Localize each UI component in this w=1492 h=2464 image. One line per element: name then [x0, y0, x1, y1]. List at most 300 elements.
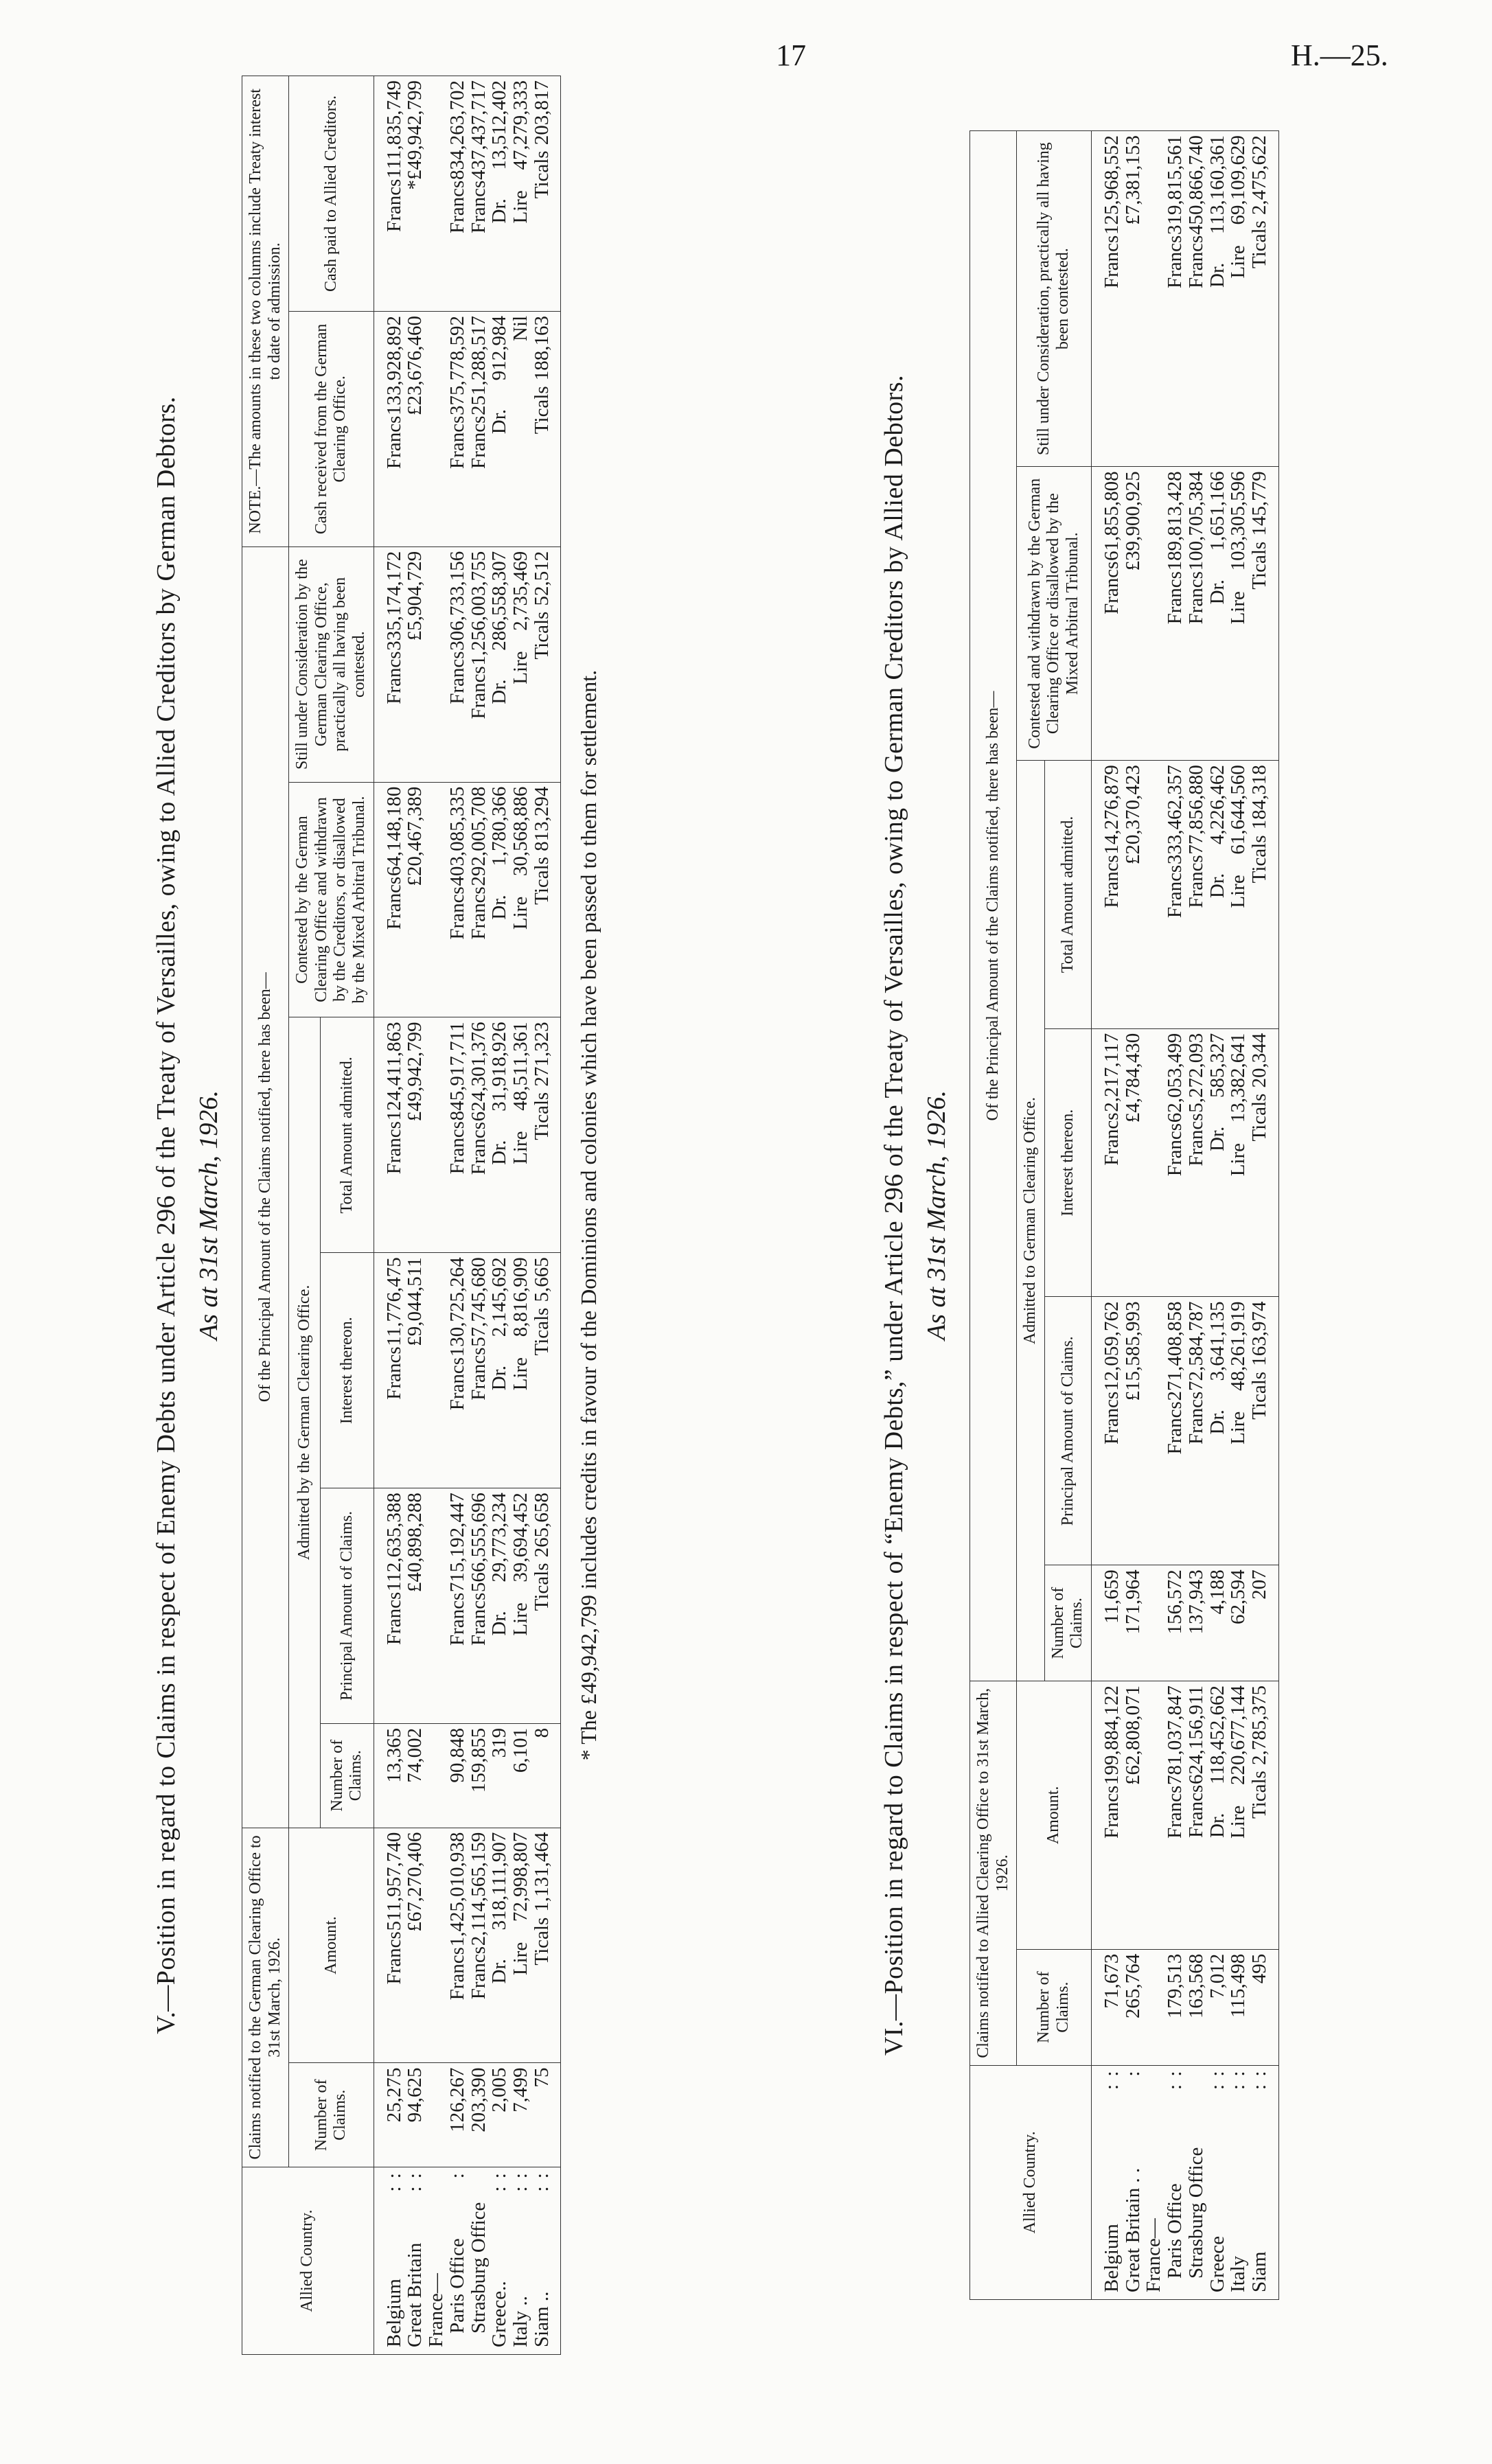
- cell-admitted-principal-currency: Dr.: [488, 1611, 511, 1636]
- cell-admitted-principal-value: 112,635,388: [382, 1493, 405, 1592]
- cell-contested-value: 403,085,335: [446, 786, 468, 886]
- cell-total-admitted: [1143, 761, 1164, 1029]
- cell-still-under-consideration: [468, 546, 490, 782]
- country-name: Belgium: [1100, 2224, 1123, 2292]
- cell-total-admitted: [1186, 761, 1207, 1029]
- cell-admitted-number: 90,848: [447, 1723, 468, 1828]
- cell-contested: [468, 782, 490, 1017]
- cell-amount-currency: Francs: [382, 1931, 405, 1985]
- cell-interest-currency: Ticals: [1248, 1093, 1271, 1142]
- cell-admitted-principal: [1164, 1297, 1186, 1565]
- cell-cash-received-value: 251,288,517: [467, 315, 490, 415]
- cell-contested: [1228, 467, 1249, 761]
- cell-total-admitted: [510, 1017, 531, 1253]
- cell-amount-value: 72,998,807: [509, 1832, 531, 1922]
- cell-still-under-consideration-currency: Dr.: [1206, 262, 1228, 288]
- cell-country: [510, 2167, 531, 2355]
- cell-still-under-consideration: [447, 546, 468, 782]
- table-row: [426, 76, 447, 2355]
- cell-still-under-consideration: [1123, 131, 1144, 467]
- cell-still-under-consideration: [1186, 131, 1207, 467]
- cell-interest: [1207, 1028, 1228, 1297]
- table-row: [1123, 131, 1144, 2300]
- cell-total-admitted: [447, 1017, 468, 1253]
- cell-amount-value: 220,677,144: [1227, 1685, 1250, 1786]
- cell-interest-value: 8,816,909: [509, 1257, 531, 1337]
- cell-admitted-principal-value: £40,898,288: [404, 1493, 426, 1593]
- col-principal-group: Of the Principal Amount of the Claims notified, there has been—: [970, 131, 1017, 1681]
- cell-interest: [426, 1253, 447, 1488]
- cell-admitted-number: 159,855: [468, 1723, 490, 1828]
- cell-contested-currency: Ticals: [530, 857, 553, 905]
- col-contested: Contested and withdrawn by the German Clearing Office or disallowed by the Mixed Arbitral Tribunal.: [1017, 467, 1092, 761]
- leader-dots: : :: [1206, 2069, 1228, 2090]
- cell-interest: [404, 1253, 426, 1488]
- cell-interest-value: 11,776,475: [382, 1257, 405, 1346]
- cell-still-under-consideration: [374, 546, 404, 782]
- cell-total-admitted-currency: Lire: [509, 1131, 531, 1164]
- section-v: [151, 48, 601, 2382]
- cell-cash-paid: [374, 76, 404, 312]
- table-row: [489, 76, 510, 2355]
- cell-cash-paid-currency: Ticals: [530, 150, 553, 199]
- cell-total-admitted-value: £49,942,799: [404, 1022, 426, 1122]
- col-adm-total: Total Amount admitted.: [321, 1017, 374, 1253]
- country-name: Strasburg Office: [1184, 2147, 1207, 2279]
- cell-admitted-principal-value: 163,974: [1248, 1301, 1271, 1366]
- cell-admitted-principal: [1186, 1297, 1207, 1565]
- cell-interest-value: 5,665: [530, 1257, 553, 1302]
- col-admitted-group: Admitted to German Clearing Office.: [1017, 761, 1045, 1681]
- cell-number-of-claims: 25,275: [374, 2063, 404, 2167]
- cell-amount-value: 781,037,847: [1164, 1685, 1186, 1786]
- cell-country: [426, 2167, 447, 2355]
- cell-contested-value: 813,294: [530, 786, 553, 851]
- cell-number-of-claims: 495: [1249, 1949, 1278, 2065]
- cell-total-admitted-currency: Ticals: [1248, 835, 1271, 884]
- cell-cash-received-value: 375,778,592: [446, 315, 468, 415]
- cell-amount: [1164, 1681, 1186, 1950]
- col-adm-interest: Interest thereon.: [321, 1253, 374, 1488]
- cell-country: [1164, 2065, 1186, 2299]
- cell-country: [1143, 2065, 1164, 2299]
- cell-amount-currency: Francs: [467, 1946, 490, 2000]
- cell-amount: [1249, 1681, 1278, 1950]
- cell-amount-value: 1,131,464: [530, 1832, 553, 1912]
- cell-contested: [404, 782, 426, 1017]
- cell-admitted-principal: [1207, 1297, 1228, 1565]
- cell-interest: [489, 1253, 510, 1488]
- cell-contested: [489, 782, 510, 1017]
- country-name: Paris Office: [1164, 2183, 1186, 2279]
- cell-still-under-consideration-currency: Francs: [1184, 235, 1207, 288]
- cell-interest-currency: Francs: [446, 1357, 468, 1411]
- cell-cash-paid: [489, 76, 510, 312]
- table-row: [404, 76, 426, 2355]
- section-vi-title-text: Position in regard to Claims in respect of “Enemy Debts,” under Article 296 of the Treaty of Versailles, owing to German Creditors by Allied Debtors.: [880, 374, 908, 1994]
- cell-interest-value: 5,272,093: [1184, 1033, 1207, 1113]
- cell-admitted-number: 8: [531, 1723, 561, 1828]
- cell-admitted-principal: [531, 1488, 561, 1724]
- cell-admitted-principal-value: 566,555,696: [467, 1493, 490, 1593]
- cell-total-admitted-value: 14,276,879: [1100, 765, 1123, 855]
- cell-still-under-consideration: [404, 546, 426, 782]
- cell-contested-value: 189,813,428: [1164, 471, 1186, 571]
- cell-interest-value: 130,725,264: [446, 1257, 468, 1357]
- cell-still-under-consideration: [489, 546, 510, 782]
- col-still: Still under Consideration, practically all having been contested.: [1017, 131, 1092, 467]
- cell-amount-currency: Francs: [446, 1947, 468, 2001]
- col-cash-received: Cash received from the German Clearing Office.: [289, 311, 374, 546]
- cell-admitted-number: 13,365: [374, 1723, 404, 1828]
- cell-still-under-consideration-currency: Lire: [1227, 245, 1250, 279]
- cell-cash-received-currency: Dr.: [488, 408, 511, 435]
- cell-admitted-principal: [489, 1488, 510, 1724]
- cell-total-admitted-currency: Lire: [1227, 875, 1250, 908]
- cell-admitted-principal-value: 271,408,858: [1164, 1301, 1186, 1401]
- cell-cash-paid-value: 437,437,717: [467, 80, 490, 180]
- col-country: Allied Country.: [242, 2167, 374, 2355]
- cell-still-under-consideration-value: 2,475,622: [1248, 135, 1271, 215]
- cell-total-admitted: [468, 1017, 490, 1253]
- cell-admitted-number: 137,943: [1186, 1565, 1207, 1681]
- cell-total-admitted-currency: Francs: [467, 1122, 490, 1175]
- leader-dots: : :: [1248, 2069, 1271, 2090]
- cell-number-of-claims: 179,513: [1164, 1949, 1186, 2065]
- cell-contested-currency: Francs: [467, 886, 490, 940]
- cell-total-admitted-value: 124,411,863: [382, 1022, 405, 1121]
- country-name: Greece: [1206, 2235, 1228, 2292]
- cell-number-of-claims: 7,499: [510, 2063, 531, 2167]
- cell-contested-currency: Lire: [1227, 591, 1250, 625]
- cell-amount-value: £62,808,071: [1121, 1685, 1144, 1786]
- col-notified: Claims notified to the German Clearing Office to 31st March, 1926.: [242, 1828, 289, 2167]
- cell-number-of-claims: 71,673: [1091, 1949, 1122, 2065]
- leader-dots: : :: [1100, 2069, 1123, 2090]
- country-name: France—: [425, 2273, 448, 2347]
- section-v-table: [242, 76, 561, 2355]
- document-reference: H.—25.: [1291, 38, 1388, 72]
- cell-still-under-consideration-value: 286,558,307: [488, 551, 511, 651]
- cell-amount-value: 318,111,907: [488, 1832, 511, 1931]
- cell-admitted-number: [1143, 1565, 1164, 1681]
- cell-cash-paid: [468, 76, 490, 312]
- cell-country: [1186, 2065, 1207, 2299]
- cell-amount: [1228, 1681, 1249, 1950]
- col-principal-group: Of the Principal Amount of the Claims notified, there has been—: [242, 546, 289, 1828]
- table-row: [468, 76, 490, 2355]
- section-vi-table: [969, 130, 1279, 2300]
- cell-total-admitted-value: 845,917,711: [446, 1022, 468, 1121]
- country-name: Siam ..: [530, 2291, 553, 2347]
- col-contested: Contested by the German Clearing Office and withdrawn by the Creditors, or disallowed by the Mixed Arbitral Tribunal.: [289, 782, 374, 1017]
- cell-interest-value: £4,784,430: [1121, 1033, 1144, 1123]
- cell-cash-paid-value: *£49,942,799: [404, 80, 426, 190]
- table-row: [1143, 131, 1164, 2300]
- cell-cash-paid-value: 47,279,333: [509, 80, 531, 170]
- cell-admitted-principal-value: 48,261,919: [1227, 1301, 1250, 1391]
- cell-number-of-claims: 2,005: [489, 2063, 510, 2167]
- cell-still-under-consideration: [1249, 131, 1278, 467]
- cell-total-admitted: [1207, 761, 1228, 1029]
- cell-total-admitted-currency: Dr.: [1206, 873, 1228, 899]
- cell-amount: [1091, 1681, 1122, 1950]
- cell-interest-value: 2,145,692: [488, 1257, 511, 1337]
- cell-amount: [447, 1828, 468, 2063]
- cell-cash-paid: [426, 76, 447, 312]
- cell-interest-value: 13,382,641: [1227, 1033, 1250, 1123]
- cell-contested-value: £20,467,389: [404, 786, 426, 886]
- cell-amount-currency: Lire: [1227, 1805, 1250, 1839]
- leader-dots: : :: [1164, 2069, 1186, 2090]
- cell-total-admitted-value: 271,323: [530, 1022, 553, 1087]
- cell-amount: [1143, 1681, 1164, 1950]
- country-name: Greece..: [488, 2281, 511, 2347]
- cell-amount-value: 118,452,662: [1206, 1685, 1228, 1784]
- table-row: [1164, 131, 1186, 2300]
- cell-number-of-claims: 94,625: [404, 2063, 426, 2167]
- table-row: [1091, 131, 1122, 2300]
- cell-admitted-number: 6,101: [510, 1723, 531, 1828]
- cell-total-admitted-currency: Francs: [446, 1121, 468, 1175]
- cell-still-under-consideration-currency: Francs: [446, 651, 468, 704]
- cell-country: [468, 2167, 490, 2355]
- cell-interest: [1123, 1028, 1144, 1297]
- cell-admitted-number: 11,659: [1091, 1565, 1122, 1681]
- col-adm-interest: Interest thereon.: [1044, 1028, 1091, 1297]
- cell-interest-value: 585,327: [1206, 1033, 1228, 1098]
- cell-interest-currency: Francs: [1184, 1113, 1207, 1166]
- cell-amount-currency: Francs: [1100, 1785, 1123, 1839]
- cell-amount: [374, 1828, 404, 2063]
- table-row: [1228, 131, 1249, 2300]
- table-row: [447, 76, 468, 2355]
- cell-cash-received-value: £23,676,460: [404, 315, 426, 415]
- cell-amount: [426, 1828, 447, 2063]
- cell-cash-paid: [510, 76, 531, 312]
- cell-cash-paid-value: 834,263,702: [446, 80, 468, 180]
- cell-interest: [374, 1253, 404, 1488]
- cell-cash-paid-value: 203,817: [530, 80, 553, 146]
- cell-interest-currency: Lire: [509, 1357, 531, 1391]
- cell-cash-received-currency: Ticals: [530, 386, 553, 435]
- cell-amount: [489, 1828, 510, 2063]
- cell-still-under-consideration-currency: Dr.: [488, 679, 511, 704]
- cell-total-admitted: [374, 1017, 404, 1253]
- cell-total-admitted-value: £20,370,423: [1121, 765, 1144, 865]
- cell-total-admitted: [1123, 761, 1144, 1029]
- col-cash-paid: Cash paid to Allied Creditors.: [289, 76, 374, 312]
- cell-admitted-principal-value: 12,059,762: [1100, 1301, 1123, 1391]
- section-v-date: As at 31st March, 1926.: [194, 1090, 223, 1340]
- cell-amount-currency: Dr.: [1206, 1812, 1228, 1838]
- cell-interest-currency: Dr.: [1206, 1126, 1228, 1152]
- cell-admitted-principal-value: 715,192,447: [446, 1493, 468, 1593]
- section-vi-prefix: VI.—: [880, 1994, 908, 2056]
- cell-total-admitted: [531, 1017, 561, 1253]
- cell-cash-received-value: 188,163: [530, 315, 553, 381]
- cell-still-under-consideration-currency: Ticals: [530, 611, 553, 660]
- cell-amount: [531, 1828, 561, 2063]
- cell-contested-value: 30,568,886: [509, 786, 531, 877]
- cell-interest: [510, 1253, 531, 1488]
- cell-total-admitted-value: 333,462,357: [1164, 765, 1186, 865]
- cell-total-admitted: [489, 1017, 510, 1253]
- cell-contested: [1164, 467, 1186, 761]
- cell-cash-received: [531, 311, 561, 546]
- cell-interest-currency: Lire: [1227, 1142, 1250, 1177]
- cell-number-of-claims: 7,012: [1207, 1949, 1228, 2065]
- cell-amount-currency: Lire: [509, 1942, 531, 1976]
- cell-still-under-consideration-value: £5,904,729: [404, 551, 426, 641]
- cell-contested-value: 64,148,180: [382, 786, 405, 877]
- cell-admitted-principal: [1091, 1297, 1122, 1565]
- cell-interest: [1228, 1028, 1249, 1297]
- cell-contested: [1143, 467, 1164, 761]
- cell-admitted-principal-currency: Francs: [382, 1591, 405, 1646]
- cell-total-admitted-value: 61,644,560: [1227, 765, 1250, 855]
- cell-still-under-consideration-value: 306,733,156: [446, 551, 468, 651]
- rotated-page-content: [151, 48, 1492, 2382]
- leader-dots: :: [1121, 2069, 1144, 2077]
- cell-contested: [1186, 467, 1207, 761]
- cell-amount-currency: Ticals: [1248, 1771, 1271, 1819]
- col-amount: Amount.: [289, 1828, 374, 2063]
- cell-number-of-claims: 203,390: [468, 2063, 490, 2167]
- cell-total-admitted-value: 31,918,926: [488, 1022, 511, 1112]
- cell-still-under-consideration: [1164, 131, 1186, 467]
- col-adm-total: Total Amount admitted.: [1044, 761, 1091, 1029]
- cell-still-under-consideration-value: 1,256,003,755: [467, 551, 490, 666]
- cell-country: [1228, 2065, 1249, 2299]
- cell-cash-received-currency: Francs: [446, 415, 468, 469]
- cell-still-under-consideration-value: 52,512: [530, 551, 553, 606]
- cell-admitted-principal: [468, 1488, 490, 1724]
- cell-still-under-consideration-currency: Francs: [467, 666, 490, 719]
- cell-cash-paid-currency: Dr.: [488, 198, 511, 224]
- cell-country: [447, 2167, 468, 2355]
- cell-admitted-principal-currency: Lire: [509, 1602, 531, 1636]
- cell-total-admitted-value: 4,226,462: [1206, 765, 1228, 845]
- cell-number-of-claims: [426, 2063, 447, 2167]
- cell-total-admitted-currency: Dr.: [488, 1140, 511, 1165]
- cell-cash-received-currency: Francs: [382, 415, 405, 469]
- cell-admitted-principal-currency: Lire: [1227, 1411, 1250, 1444]
- cell-admitted-principal-value: £15,585,993: [1121, 1301, 1144, 1401]
- cell-country: [531, 2167, 561, 2355]
- cell-still-under-consideration: [1228, 131, 1249, 467]
- cell-amount: [1123, 1681, 1144, 1950]
- cell-cash-paid-value: 13,512,402: [488, 80, 511, 170]
- cell-amount: [1207, 1681, 1228, 1950]
- cell-interest-currency: Francs: [382, 1346, 405, 1400]
- cell-contested: [1207, 467, 1228, 761]
- cell-admitted-principal-value: 72,584,787: [1184, 1301, 1207, 1391]
- cell-still-under-consideration: [510, 546, 531, 782]
- cell-interest-value: 20,344: [1248, 1033, 1271, 1088]
- cell-interest: [447, 1253, 468, 1488]
- col-adm-principal: Principal Amount of Claims.: [1044, 1297, 1091, 1565]
- cell-amount-currency: Dr.: [488, 1959, 511, 1984]
- cell-admitted-principal: [1123, 1297, 1144, 1565]
- cell-cash-paid-currency: Francs: [467, 180, 490, 233]
- section-v-prefix: V.—: [152, 1985, 181, 2034]
- cell-amount-currency: Ticals: [530, 1917, 553, 1966]
- cell-interest: [531, 1253, 561, 1488]
- cell-amount: [468, 1828, 490, 2063]
- cell-country: [404, 2167, 426, 2355]
- country-name: Great Britain: [404, 2242, 426, 2347]
- leader-dots: : :: [509, 2172, 531, 2192]
- cell-admitted-number: 171,964: [1123, 1565, 1144, 1681]
- cell-contested-currency: Francs: [1184, 571, 1207, 625]
- cell-interest-value: 57,745,680: [467, 1257, 490, 1347]
- cell-total-admitted: [404, 1017, 426, 1253]
- leader-dots: :: [446, 2172, 468, 2179]
- leader-dots: : :: [382, 2172, 405, 2192]
- cell-contested-value: 1,651,166: [1206, 471, 1228, 551]
- cell-still-under-consideration-value: 113,160,361: [1206, 135, 1228, 234]
- cell-contested: [426, 782, 447, 1017]
- table-row: [1249, 131, 1278, 2300]
- cell-admitted-number: 319: [489, 1723, 510, 1828]
- cell-contested-currency: Francs: [382, 876, 405, 930]
- cell-interest-currency: Francs: [1164, 1122, 1186, 1177]
- section-v-footnote: * The £49,942,799 includes credits in favour of the Dominions and colonies which have been passed to them for settlement.: [576, 669, 601, 1761]
- cell-admitted-principal-currency: Francs: [1184, 1391, 1207, 1444]
- cell-cash-received: [468, 311, 490, 546]
- cell-still-under-consideration-currency: Ticals: [1248, 220, 1271, 268]
- cell-admitted-principal-currency: Francs: [1164, 1401, 1186, 1455]
- country-name: Italy ..: [509, 2296, 531, 2347]
- cell-amount-value: £67,270,406: [404, 1832, 426, 1932]
- cell-cash-received: [374, 311, 404, 546]
- cell-contested: [1249, 467, 1278, 761]
- cell-still-under-consideration-value: 2,735,469: [509, 551, 531, 631]
- cell-contested: [374, 782, 404, 1017]
- cell-still-under-consideration-value: 319,815,561: [1164, 135, 1186, 235]
- cell-cash-paid-currency: Francs: [382, 179, 405, 232]
- cell-country: [374, 2167, 404, 2355]
- cell-admitted-principal: [447, 1488, 468, 1724]
- leader-dots: : :: [1227, 2069, 1250, 2090]
- cell-total-admitted: [1228, 761, 1249, 1029]
- cell-admitted-number: 207: [1249, 1565, 1278, 1681]
- cell-cash-received: [510, 311, 531, 546]
- cell-interest-value: 62,053,499: [1164, 1033, 1186, 1123]
- col-number: Number of Claims.: [1017, 1949, 1092, 2065]
- cell-amount-value: 624,156,911: [1184, 1685, 1207, 1784]
- cell-number-of-claims: 115,498: [1228, 1949, 1249, 2065]
- cell-contested-currency: Dr.: [1206, 579, 1228, 605]
- cell-total-admitted: [1091, 761, 1122, 1029]
- col-admitted-group: Admitted by the German Clearing Office.: [289, 1017, 321, 1828]
- cell-still-under-consideration: [1143, 131, 1164, 467]
- leader-dots: : :: [404, 2172, 426, 2192]
- cell-admitted-principal-value: 3,641,135: [1206, 1301, 1228, 1381]
- cell-admitted-principal-currency: Dr.: [1206, 1409, 1228, 1435]
- cell-admitted-principal-value: 29,773,234: [488, 1493, 511, 1582]
- cell-contested-value: 1,780,366: [488, 786, 511, 866]
- cell-total-admitted-currency: Francs: [1184, 855, 1207, 908]
- leader-dots: : :: [488, 2172, 511, 2192]
- cell-cash-received: [447, 311, 468, 546]
- cell-cash-received-value: 912,984: [488, 315, 511, 381]
- cell-interest-currency: Francs: [1100, 1112, 1123, 1166]
- country-name: France—: [1143, 2218, 1165, 2292]
- cell-country: [489, 2167, 510, 2355]
- cell-interest-currency: Ticals: [530, 1307, 553, 1356]
